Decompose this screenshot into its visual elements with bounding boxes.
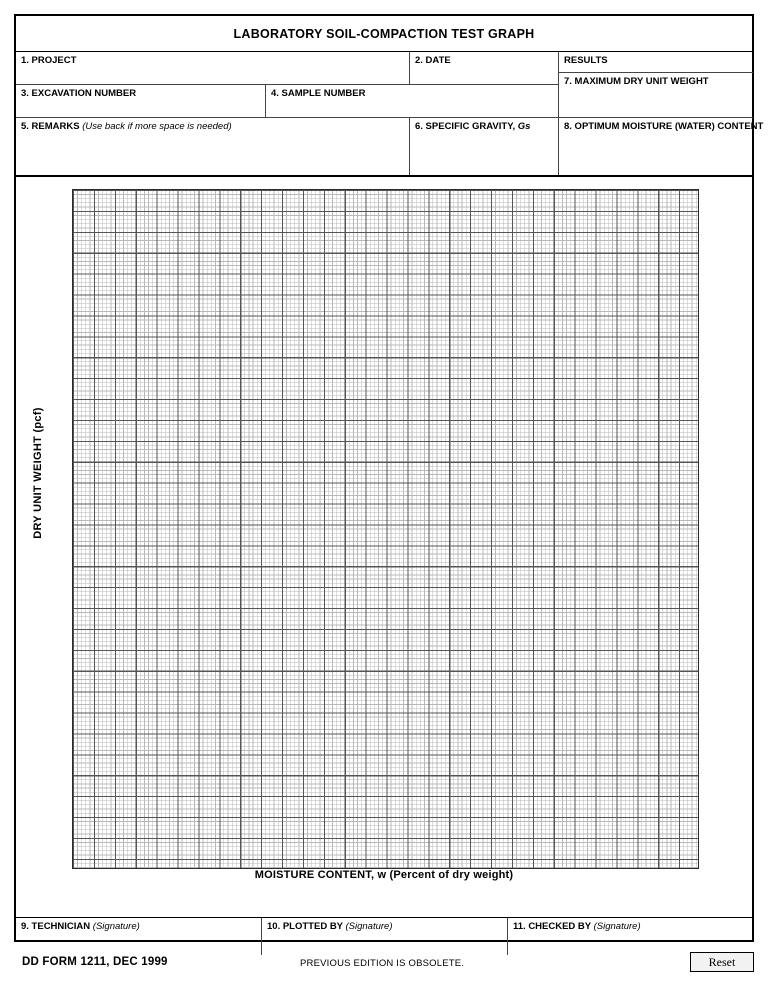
field-remarks-label	[21, 121, 404, 133]
field-excavation-number-label: 3. EXCAVATION NUMBER	[21, 88, 137, 99]
field-optimum-moisture-line2: CONTENT	[717, 121, 764, 132]
field-date-label: 2. DATE	[415, 55, 451, 66]
field-plotted-by-hint: (Signature)	[345, 921, 393, 932]
field-checked-by-label-text: 11. CHECKED BY	[513, 921, 591, 932]
header-left-columns	[16, 52, 558, 175]
field-specific-gravity[interactable]	[410, 118, 558, 175]
x-axis-label: MOISTURE CONTENT, w (Percent of dry weight)	[254, 869, 514, 881]
field-remarks-hint: (Use back if more space is needed)	[82, 121, 232, 132]
field-technician-hint: (Signature)	[92, 921, 140, 932]
field-technician-label-text: 9. TECHNICIAN	[21, 921, 91, 932]
field-maximum-dry-unit-weight[interactable]	[559, 73, 753, 118]
field-plotted-by-label-text: 10. PLOTTED BY	[267, 921, 343, 932]
field-optimum-moisture-line1: 8. OPTIMUM MOISTURE (WATER)	[564, 121, 715, 132]
field-checked-by-hint: (Signature)	[593, 921, 641, 932]
form-footer	[14, 948, 754, 988]
header-row-1	[16, 52, 558, 85]
form-title-row	[16, 16, 752, 52]
field-checked-by-label	[513, 921, 747, 933]
field-specific-gravity-symbol: Gs	[517, 121, 531, 132]
previous-edition-notice: PREVIOUS EDITION IS OBSOLETE.	[300, 958, 465, 969]
compaction-chart-area	[16, 177, 752, 917]
field-technician-label	[21, 921, 256, 933]
field-remarks-label-text: 5. REMARKS	[21, 121, 80, 132]
field-optimum-moisture-content[interactable]	[559, 118, 764, 175]
form-body	[14, 14, 764, 942]
field-maximum-dry-unit-weight-label: 7. MAXIMUM DRY UNIT WEIGHT	[564, 76, 709, 87]
field-specific-gravity-label-text: 6. SPECIFIC GRAVITY,	[415, 121, 516, 132]
header-fields-block	[16, 52, 764, 177]
field-sample-number-label: 4. SAMPLE NUMBER	[271, 88, 366, 99]
header-row-2	[16, 85, 558, 118]
chart-grid[interactable]	[72, 189, 699, 869]
field-remarks[interactable]	[16, 118, 410, 175]
y-axis-label: DRY UNIT WEIGHT (pcf)	[32, 407, 44, 539]
results-column	[558, 52, 764, 175]
reset-button[interactable]: Reset	[690, 952, 754, 972]
field-plotted-by-label	[267, 921, 502, 933]
field-optimum-moisture-content-label	[564, 121, 764, 133]
field-sample-number[interactable]	[266, 85, 558, 117]
form-number: DD FORM 1211, DEC 1999	[22, 956, 168, 968]
field-excavation-number[interactable]	[16, 85, 266, 117]
field-project[interactable]	[16, 52, 410, 84]
page-title: LABORATORY SOIL-COMPACTION TEST GRAPH	[233, 26, 535, 41]
field-project-label: 1. PROJECT	[21, 55, 77, 66]
results-header-label: RESULTS	[564, 55, 608, 66]
header-row-3	[16, 118, 558, 175]
field-date[interactable]	[410, 52, 558, 84]
field-specific-gravity-label	[415, 121, 553, 133]
results-header	[559, 52, 753, 73]
